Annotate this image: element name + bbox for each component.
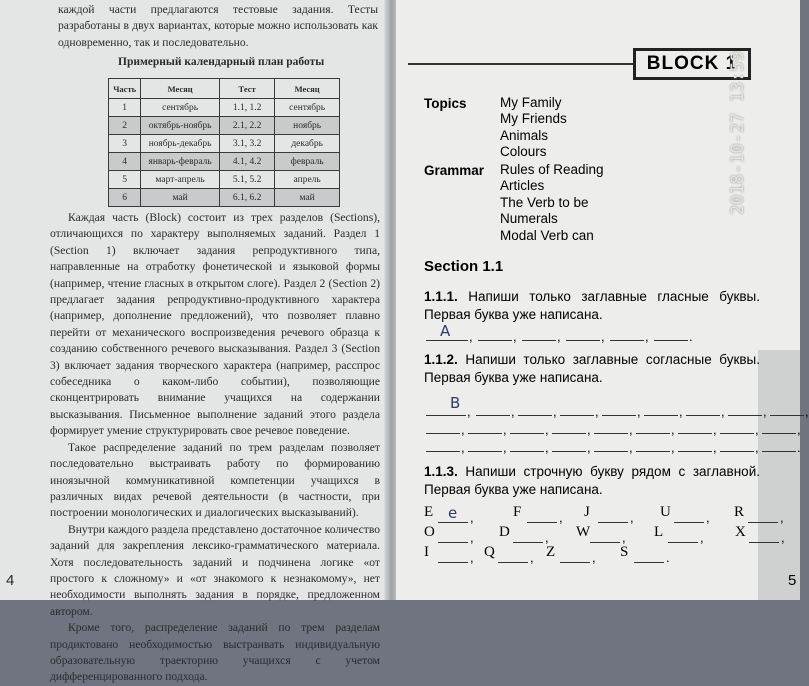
table-cell: ноябрь-декабрь	[141, 135, 220, 153]
separator-comma: ,	[645, 329, 649, 344]
separator-comma: ,	[781, 530, 785, 545]
table-cell: 4.1, 4.2	[219, 153, 274, 171]
answer-blank[interactable]	[510, 438, 544, 452]
separator-comma: ,	[713, 422, 717, 437]
answer-blank[interactable]	[594, 438, 628, 452]
capital-letter: I	[424, 544, 429, 560]
separator-comma: ,	[545, 530, 549, 545]
separator-comma: ,	[511, 404, 515, 419]
capital-letter: L	[654, 524, 664, 540]
separator-comma: ,	[622, 530, 626, 545]
capital-letter: W	[576, 524, 591, 540]
topic-item: Animals	[500, 127, 549, 143]
separator-comma: ,	[467, 404, 471, 419]
header-rule	[408, 63, 634, 65]
task-2	[424, 351, 760, 387]
topic-item: My Friends	[500, 111, 567, 127]
answer-blank[interactable]	[426, 420, 460, 434]
photo-timestamp: 2018-10-27 13:59	[728, 51, 748, 215]
page-number-left: 4	[6, 572, 15, 589]
grammar-item: Numerals	[500, 211, 558, 227]
table-row	[109, 153, 340, 171]
separator-comma: ,	[470, 510, 474, 525]
intro-text: каждой части предлагаются тестовые задания. Тесты разработаны в двух вариантах, которые можно использовать как одновременно, так и последовательно.	[58, 3, 378, 49]
separator-comma: ,	[461, 422, 465, 437]
table-row	[109, 189, 340, 207]
task-number: 1.1.2.	[424, 352, 458, 367]
answer-blank[interactable]	[674, 509, 704, 523]
separator-comma: ,	[587, 440, 591, 455]
topics-label: Topics	[424, 96, 467, 111]
table-cell: 2.1, 2.2	[219, 117, 274, 135]
separator-comma: ,	[671, 422, 675, 437]
capital-letter: S	[620, 544, 629, 560]
table-cell: 5.1, 5.2	[219, 171, 274, 189]
separator-comma: .	[797, 440, 801, 455]
answer-blank[interactable]	[518, 402, 552, 416]
answer-blank[interactable]	[770, 402, 804, 416]
answer-blank[interactable]	[560, 549, 590, 563]
capital-letter: O	[424, 524, 435, 540]
separator-comma: ,	[630, 510, 634, 525]
table-title: Примерный календарный план работы	[118, 56, 325, 68]
section-title: Section 1.1	[424, 258, 504, 275]
separator-comma: ,	[592, 550, 596, 565]
capital-letter: Z	[546, 544, 556, 560]
table-cell: ноябрь	[275, 117, 340, 135]
table-cell: 3.1, 3.2	[219, 135, 274, 153]
separator-comma: ,	[637, 404, 641, 419]
capital-letter: F	[513, 504, 522, 520]
separator-comma: ,	[461, 440, 465, 455]
answer-blank[interactable]	[552, 420, 586, 434]
answer-blank[interactable]	[686, 402, 720, 416]
block-title: BLOCK 1	[633, 48, 751, 80]
grammar-item: Rules of Reading	[500, 162, 604, 177]
answer-blank[interactable]	[644, 402, 678, 416]
table-cell: декабрь	[275, 135, 340, 153]
separator-comma: ,	[763, 404, 767, 419]
table-row	[109, 171, 340, 189]
calendar-plan-table	[108, 78, 340, 207]
handwritten-example: B	[450, 394, 461, 412]
background-surface	[758, 350, 800, 600]
grammar-item: The Verb to be	[500, 194, 589, 210]
capital-letter: X	[735, 524, 746, 540]
table-row	[109, 99, 340, 117]
table-cell: май	[275, 189, 340, 207]
table-row	[109, 135, 340, 153]
task-number: 1.1.3.	[424, 464, 458, 479]
answer-blank[interactable]	[527, 509, 557, 523]
answer-blank[interactable]	[602, 402, 636, 416]
answer-blank[interactable]	[728, 402, 762, 416]
capital-letter: J	[584, 504, 590, 520]
answer-blank[interactable]	[720, 420, 754, 434]
grammar-list	[500, 162, 604, 244]
separator-comma: ,	[755, 422, 759, 437]
answer-blank[interactable]	[513, 529, 543, 543]
table-cell: сентябрь	[275, 99, 340, 117]
separator-comma: ,	[721, 404, 725, 419]
grammar-item: Modal Verb can	[500, 227, 594, 243]
separator-comma: ,	[530, 550, 534, 565]
task-text: Напиши только заглавные согласные буквы. Первая буква уже написана.	[424, 352, 760, 385]
task-text: Напиши только заглавные гласные буквы. Первая буква уже написана.	[424, 289, 760, 322]
separator-comma: ,	[679, 404, 683, 419]
separator-comma: ,	[601, 329, 605, 344]
answer-blank[interactable]	[478, 327, 512, 341]
table-cell: январь-февраль	[141, 153, 220, 171]
separator-comma: ,	[559, 510, 563, 525]
answer-blank[interactable]	[552, 438, 586, 452]
table-cell: март-апрель	[141, 171, 220, 189]
table-cell: октябрь-ноябрь	[141, 117, 220, 135]
answer-blank[interactable]	[426, 438, 460, 452]
separator-comma: ,	[503, 422, 507, 437]
separator-comma: ,	[797, 422, 801, 437]
table-cell: 3	[109, 135, 141, 153]
table-cell: 2	[109, 117, 141, 135]
separator-comma: .	[666, 550, 670, 565]
separator-comma: ,	[706, 510, 710, 525]
separator-comma: ,	[587, 422, 591, 437]
table-cell: сентябрь	[141, 99, 220, 117]
answer-blank[interactable]	[522, 327, 556, 341]
answer-blank[interactable]	[636, 438, 670, 452]
table-cell: май	[141, 189, 220, 207]
answer-blank[interactable]	[598, 509, 628, 523]
answer-blank[interactable]	[678, 420, 712, 434]
separator-comma: ,	[629, 440, 633, 455]
capital-letter: E	[424, 504, 434, 520]
answer-blank[interactable]	[468, 420, 502, 434]
separator-comma: ,	[780, 510, 784, 525]
grammar-item: Articles	[500, 178, 545, 194]
topics-list	[500, 95, 567, 161]
separator-comma: ,	[470, 550, 474, 565]
separator-comma: ,	[629, 422, 633, 437]
table-header: Месяц	[275, 79, 340, 99]
table-cell: 6	[109, 189, 141, 207]
table-cell: 4	[109, 153, 141, 171]
body-text	[50, 210, 380, 686]
table-cell: 5	[109, 171, 141, 189]
answer-blank[interactable]	[636, 420, 670, 434]
handwritten-example: A	[440, 322, 451, 340]
paragraph: Такое распределение заданий по трем разделам позволяет последовательно выстраивать работу по формированию иноязычной коммуникативной компетенции учащихся в различных видах речевой деятельности (в частности, при построении монологических и диалогических высказываний).	[50, 440, 380, 520]
page-number-right: 5	[788, 572, 797, 589]
table-cell: 1	[109, 99, 141, 117]
paragraph: Внутри каждого раздела представлено достаточное количество заданий для закрепления лексико-грамматического материала. Хотя последовательность заданий и подчинена логике «от простого к сложному» и «от знакомого к незнакомому», нет необходимости выполнять задания в порядке, предложенном автором.	[50, 522, 381, 618]
separator-comma: ,	[755, 440, 759, 455]
answer-blank[interactable]	[476, 402, 510, 416]
answer-blank[interactable]	[762, 420, 796, 434]
capital-letter: D	[499, 524, 510, 540]
table-row	[109, 117, 340, 135]
answer-blank[interactable]	[634, 549, 664, 563]
left-page	[0, 0, 392, 684]
capital-letter: R	[734, 504, 745, 520]
task-1	[424, 288, 760, 324]
answer-blank[interactable]	[594, 420, 628, 434]
answer-blank[interactable]	[749, 529, 779, 543]
task-number: 1.1.1.	[424, 289, 458, 304]
answer-blank[interactable]	[438, 529, 468, 543]
separator-comma: ,	[595, 404, 599, 419]
paragraph: Кроме того, распределение заданий по трем разделам продиктовано необходимостью выстраивать индивидуальную образовательную траекторию учащихся с учетом дифференцированного подхода.	[50, 621, 380, 684]
separator-comma: .	[689, 329, 693, 344]
capital-letter: Q	[484, 544, 495, 560]
answer-blank[interactable]	[498, 549, 528, 563]
answer-blank[interactable]	[720, 438, 754, 452]
table-header-row	[109, 79, 340, 99]
answer-blank[interactable]	[748, 509, 778, 523]
table-cell: апрель	[275, 171, 340, 189]
capital-letter: U	[660, 504, 671, 520]
handwritten-example: e	[448, 504, 458, 522]
answer-blank[interactable]	[678, 438, 712, 452]
table-cell: 1.1, 1.2	[219, 99, 274, 117]
separator-comma: ,	[671, 440, 675, 455]
topic-item: Colours	[500, 144, 547, 160]
separator-comma: ,	[545, 440, 549, 455]
separator-comma: ,	[513, 329, 517, 344]
table-header: Тест	[219, 79, 274, 99]
separator-comma: ,	[553, 404, 557, 419]
grammar-label: Grammar	[424, 163, 485, 178]
separator-comma: ,	[503, 440, 507, 455]
table-header: Часть	[109, 79, 141, 99]
answer-blank[interactable]	[762, 438, 796, 452]
answer-blank[interactable]	[654, 327, 688, 341]
separator-comma: ,	[700, 530, 704, 545]
task-text: Напиши строчную букву рядом с заглавной. Первая буква уже написана.	[424, 464, 760, 497]
answer-blank[interactable]	[590, 529, 620, 543]
answer-blank[interactable]	[668, 529, 698, 543]
answer-blank[interactable]	[610, 327, 644, 341]
topic-item: My Family	[500, 95, 562, 110]
answer-blank[interactable]	[468, 438, 502, 452]
table-cell: февраль	[275, 153, 340, 171]
answer-blank[interactable]	[438, 549, 468, 563]
task-3	[424, 463, 760, 499]
separator-comma: ,	[545, 422, 549, 437]
table-cell: 6.1, 6.2	[219, 189, 274, 207]
answer-blank[interactable]	[560, 402, 594, 416]
separator-comma: ,	[805, 404, 809, 419]
separator-comma: ,	[557, 329, 561, 344]
separator-comma: ,	[470, 530, 474, 545]
separator-comma: ,	[469, 329, 473, 344]
answer-blank[interactable]	[510, 420, 544, 434]
table-header: Месяц	[141, 79, 220, 99]
paragraph: Каждая часть (Block) состоит из трех разделов (Sections), отличающихся по характеру выполняемых заданий. Раздел 1 (Section 1) включает задания репродуктивного типа, направленные на отработку фонетической и языковой формы (например, чтение гласных в открытом слоге). Раздел 2 (Section 2) предлагает задания репродуктивно-продуктивного характера (например, дополнение предложений), что позволяет плавно перейти от механического воспроизведения речевого образца к созданию собственного речевого высказывания. Раздел 3 (Section 3) включает задания творческого характера (например, расспрос собеседника о каком-либо событии), позволяющие сконцентрировать внимание учащихся на содержании высказывания. Письменное выполнение заданий этого раздела формирует умение структурировать свое речевое поведение.	[50, 211, 380, 438]
answer-blank[interactable]	[566, 327, 600, 341]
separator-comma: ,	[713, 440, 717, 455]
